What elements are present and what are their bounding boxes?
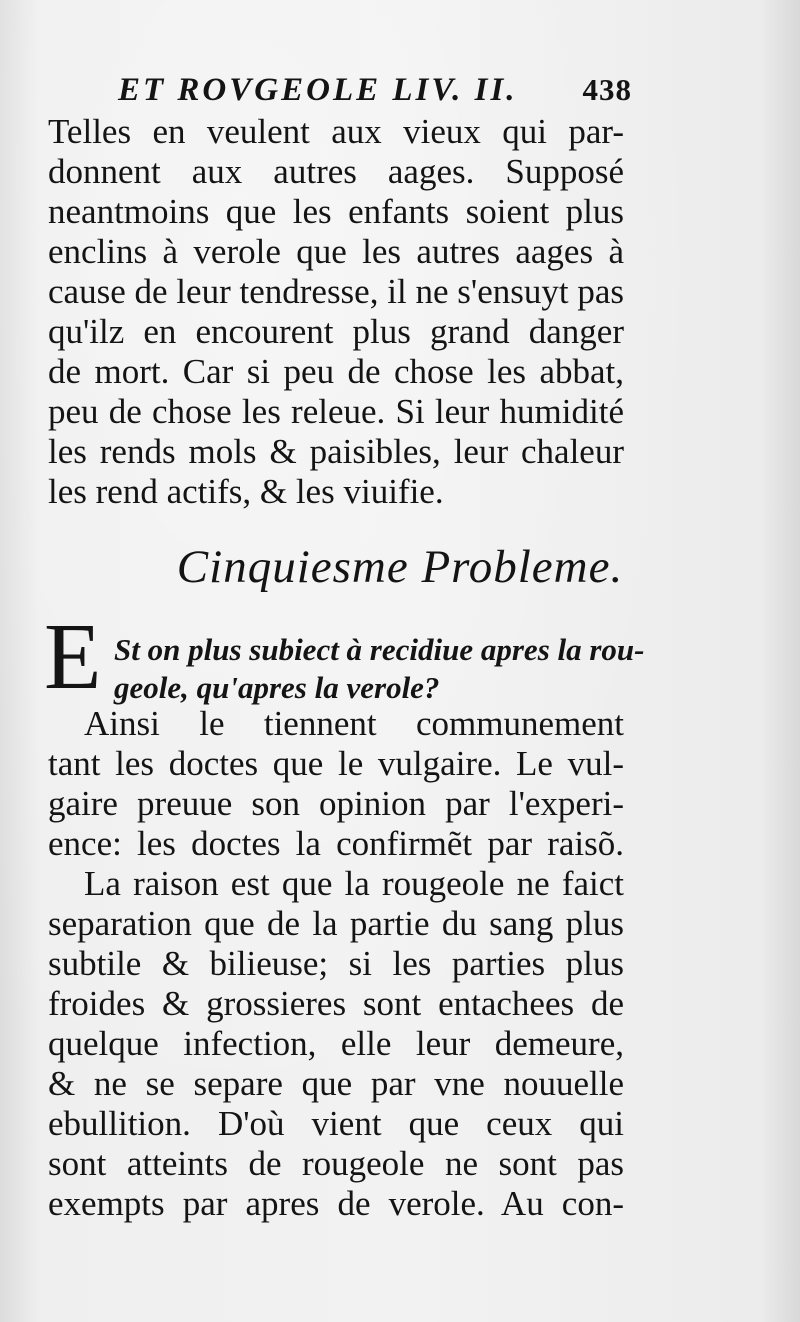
- text-line: sont atteints de rougeole ne sont pas: [48, 1144, 624, 1183]
- running-head: [118, 72, 638, 112]
- drop-cap: E: [44, 605, 102, 709]
- text-line: neantmoins que les enfants soient plus: [48, 192, 624, 231]
- text-line: qu'ilz en encourent plus grand danger: [48, 312, 624, 351]
- section-heading: Cinquiesme Probleme.: [176, 541, 624, 593]
- text-line: ebullition. D'où vient que ceux qui: [48, 1104, 624, 1143]
- text-line: gaire preuue son opinion par l'experi-: [48, 784, 624, 823]
- text-line: ence: les doctes la confirmẽt par raisõ.: [48, 824, 624, 863]
- question-line: geole, qu'apres la verole?: [114, 670, 440, 705]
- text-line: donnent aux autres aages. Supposé: [48, 152, 624, 191]
- text-line: quelque infection, elle leur demeure,: [48, 1024, 624, 1063]
- text-line: froides & grossieres sont entachees de: [48, 984, 624, 1023]
- text-line: Ainsi le tiennent communement: [84, 704, 624, 743]
- text-line: les rend actifs, & les viuifie.: [48, 472, 444, 511]
- text-line: La raison est que la rougeole ne faict: [84, 864, 624, 903]
- text-line: enclins à verole que les autres aages à: [48, 232, 624, 271]
- page-number: 438: [582, 72, 632, 107]
- text-line: cause de leur tendresse, il ne s'ensuyt pas: [48, 272, 624, 311]
- running-head-title: ET ROVGEOLE LIV. II.: [118, 72, 518, 108]
- text-line: de mort. Car si peu de chose les abbat,: [48, 352, 624, 391]
- text-line: exempts par apres de verole. Au con-: [48, 1184, 624, 1223]
- text-line: peu de chose les releue. Si leur humidité: [48, 392, 624, 431]
- text-line: Telles en veulent aux vieux qui par-: [48, 112, 624, 151]
- text-line: les rends mols & paisibles, leur chaleur: [48, 432, 624, 471]
- text-line: tant les doctes que le vulgaire. Le vul-: [48, 744, 624, 783]
- text-line: subtile & bilieuse; si les parties plus: [48, 944, 624, 983]
- text-line: & ne se separe que par vne nouuelle: [48, 1064, 624, 1103]
- text-line: separation que de la partie du sang plus: [48, 904, 624, 943]
- question-line: St on plus subiect à recidiue apres la rou-: [114, 632, 645, 667]
